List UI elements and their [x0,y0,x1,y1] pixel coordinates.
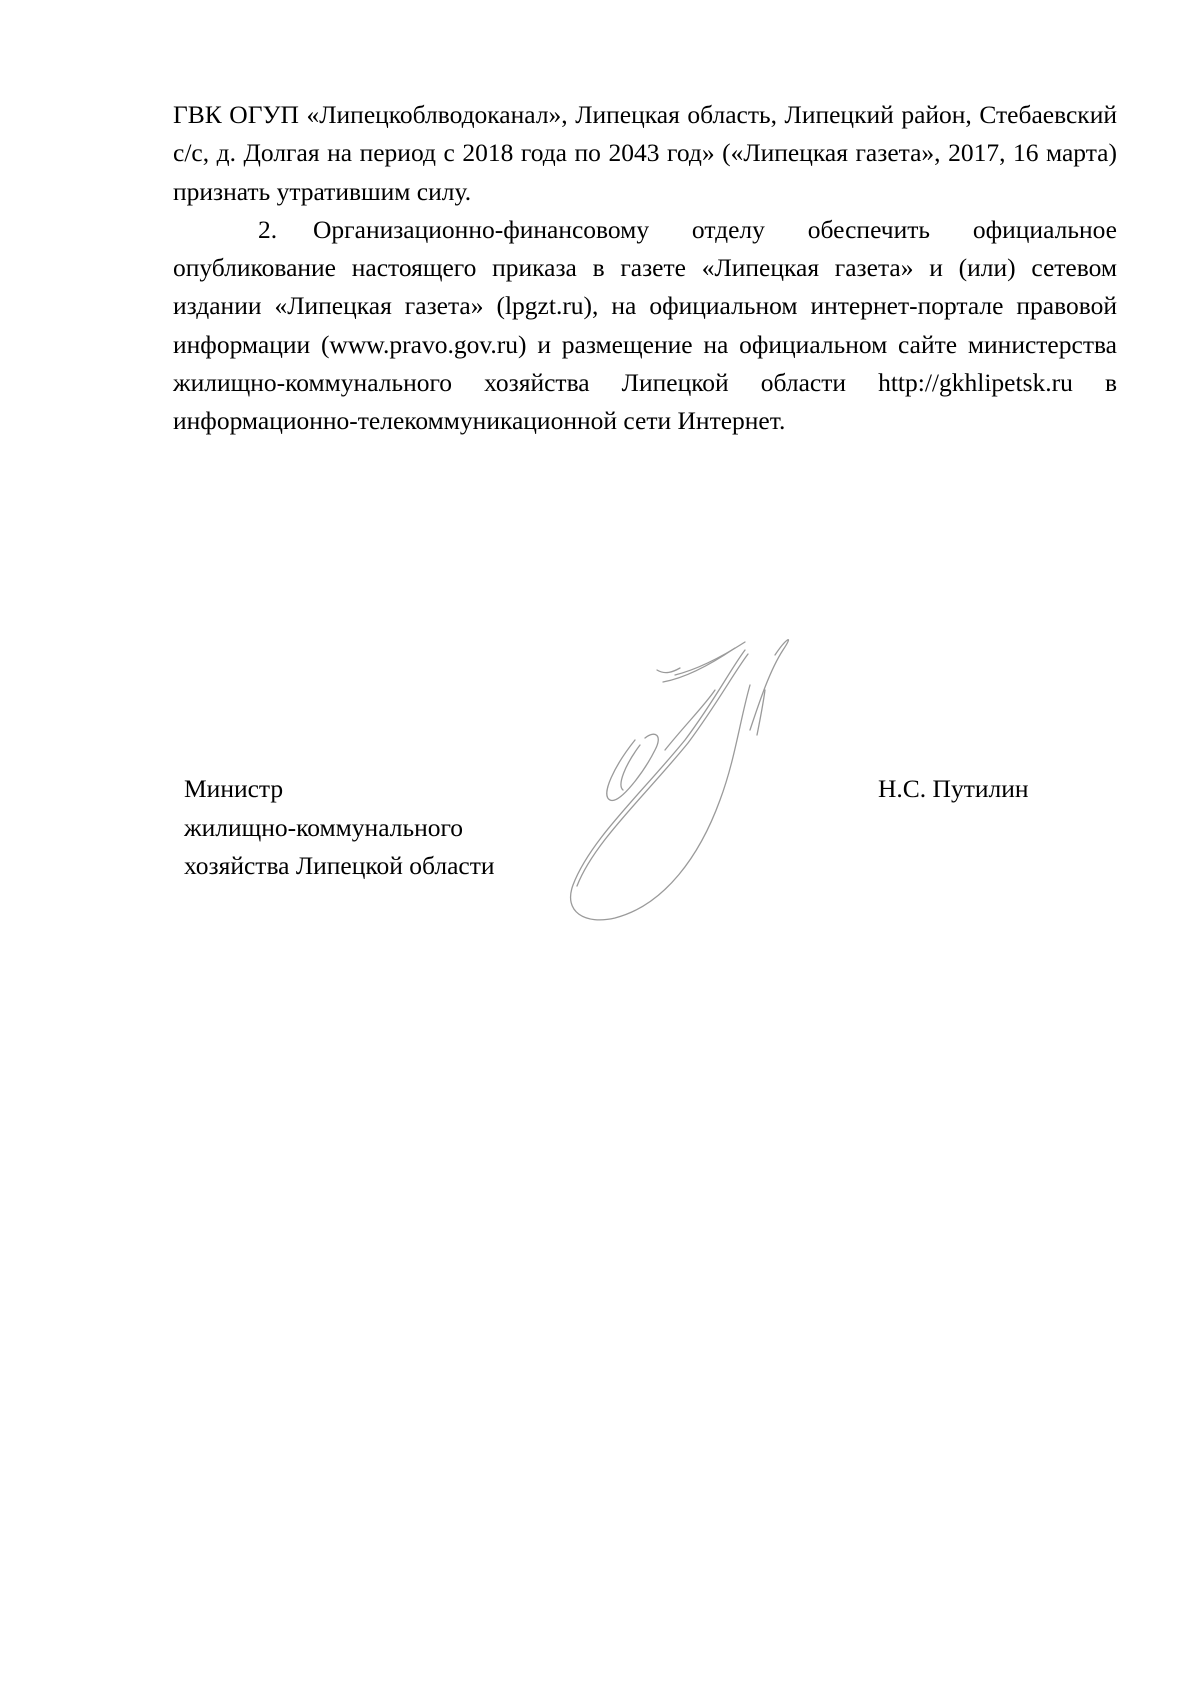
signer-title [184,770,495,886]
signer-title-line-3: хозяйства Липецкой области [184,851,495,880]
list-item-number: 2. [258,214,278,244]
handwritten-signature-icon [545,630,865,930]
signer-title-line-1: Министр [184,774,284,803]
signer-name: Н.С. Путилин [878,774,1029,803]
list-item-2 [173,211,1117,441]
document-body [173,96,1117,441]
paragraph-continuation: ГВК ОГУП «Липецкоблводоканал», Липецкая область, Липецкий район, Стебаевский с/с, д. Долгая на период с 2018 года по 2043 год» («Липецкая газета», 2017, 16 марта) признать утратившим силу. [173,100,1117,206]
list-item-text: Организационно-финансовому отделу обеспечить официальное опубликование настоящего приказа в газете «Липецкая газета» и (или) сетевом издании «Липецкая газета» (lpgzt.ru), на официальном интернет-портале правовой информации (www.pravo.gov.ru) и размещение на официальном сайте министерства жилищно-коммунального хозяйства Липецкой области http://gkhlipetsk.ru в информационно-телекоммуникационной сети Интернет. [173,214,1117,436]
signer-title-line-2: жилищно-коммунального [184,812,464,842]
